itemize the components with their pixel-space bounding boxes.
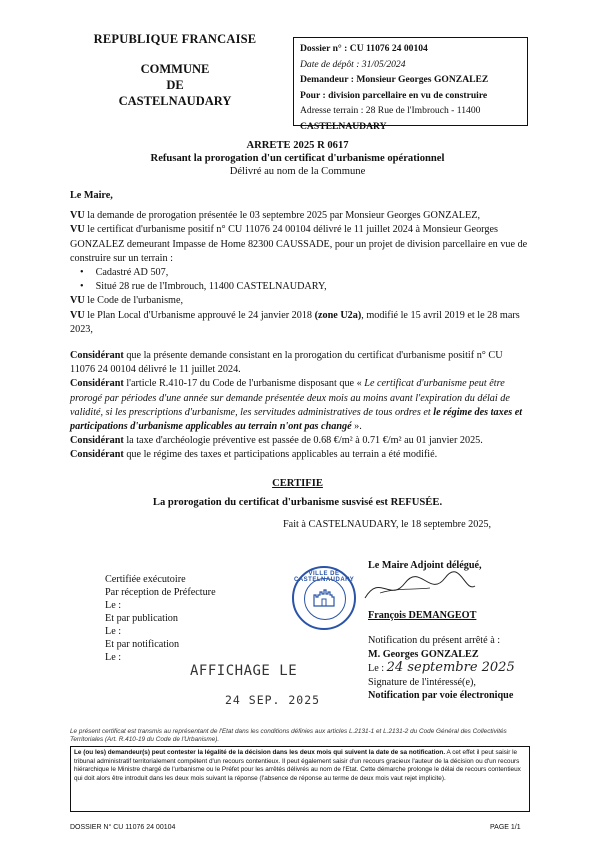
considerant-text: que la présente demande consistant en la prorogation du certificat d'urbanisme positif n° CU 11076 24 00104 délivré le 11 juillet 2024.	[70, 350, 503, 376]
considerant-prefix: Considérant	[70, 378, 124, 390]
document-reference: DOSSIER N° CU 11076 24 00104	[70, 824, 176, 831]
legal-recourse-box	[70, 746, 530, 812]
considerant-prefix: Considérant	[70, 435, 124, 447]
posting-stamp-date: 24 SEP. 2025	[225, 693, 321, 707]
decision-text: La prorogation du certificat d'urbanisme susvisé est REFUSÉE.	[152, 497, 443, 508]
handwritten-date: 24 septembre 2025	[386, 660, 515, 675]
vu-paragraph	[70, 209, 530, 223]
certify-heading: CERTIFIE	[272, 478, 323, 489]
issuer-header	[70, 32, 280, 109]
address-line: Adresse terrain : 28 Rue de l'Imbrouch - 11400	[300, 105, 481, 116]
deposit-date: Date de dépôt : 31/05/2024	[300, 58, 406, 70]
execution-line: Par réception de Préfecture	[105, 587, 216, 598]
seal-text: VILLE DE CASTELNAUDARY	[294, 571, 355, 583]
execution-line: Et par notification	[105, 639, 180, 650]
parcel-list	[70, 266, 530, 294]
recourse-intro: Le (ou les) demandeur(s) peut contester la légalité de la décision dans les deux mois qui suivent la date de sa notification.	[74, 749, 446, 756]
considerant-prefix: Considérant	[70, 350, 124, 362]
considerant-text: l'article R.410-17 du Code de l'urbanisme disposant que «	[123, 378, 365, 390]
execution-line: Certifiée exécutoire	[105, 574, 186, 585]
transmission-note: Le présent certificat est transmis au représentant de l'Etat dans les conditions définies aux articles L.2131-1 et L.2131-2 du Code Général des Collectivités Territoriales (Art. R.410-19 du Code de l'Urbanisme).	[70, 728, 507, 744]
notification-method: Notification par voie électronique	[368, 690, 514, 701]
list-item: • Cadastré AD 507,	[86, 266, 530, 280]
execution-block	[105, 573, 216, 664]
dossier-number: Dossier n° : CU 11076 24 00104	[300, 43, 428, 54]
republic-label: REPUBLIQUE FRANCAISE	[93, 32, 257, 46]
place-date: Fait à CASTELNAUDARY, le 18 septembre 2025,	[283, 519, 492, 530]
considerant-paragraph	[70, 434, 530, 448]
signatory-name: François DEMANGEOT	[368, 610, 477, 621]
vu-text: le certificat d'urbanisme positif n° CU 11076 24 00104 délivré le 11 juillet 2024 à Monsieur Georges GONZALEZ demeurant Impasse de Home 82300 CAUSSADE, pour un projet de division parcellaire en vue de construire sur un terrain :	[70, 224, 528, 264]
commune-label	[70, 61, 280, 109]
vu-prefix: VU	[70, 309, 85, 321]
execution-line: Et par publication	[105, 613, 178, 624]
vu-text: le Code de l'urbanisme,	[84, 295, 184, 307]
castle-icon	[312, 586, 336, 608]
list-item: • Situé 28 rue de l'Imbrouch, 11400 CASTELNAUDARY,	[86, 280, 530, 294]
vu-prefix: VU	[70, 210, 85, 222]
notification-line: Signature de l'intéressé(e),	[368, 676, 476, 688]
purpose: Pour : division parcellaire en vu de construire	[300, 89, 488, 101]
handwritten-signature	[360, 568, 480, 608]
commune-line: COMMUNE	[140, 62, 210, 76]
considerant-paragraph	[70, 448, 530, 462]
notification-date-label: Le :	[368, 663, 385, 674]
signatory-role: Le Maire Adjoint délégué,	[368, 560, 482, 571]
decree-issuer: Délivré au nom de la Commune	[229, 166, 366, 177]
considerant-paragraph	[70, 349, 530, 377]
vu-text: le Plan Local d'Urbanisme approuvé le 24 janvier 2018	[84, 309, 315, 321]
city-seal-icon	[292, 566, 356, 630]
execution-line: Le :	[105, 626, 122, 637]
dossier-info-box	[293, 37, 528, 132]
notification-date-line	[368, 661, 515, 676]
quote-emphasis: le régime des taxes et participations d'urbanisme applicables au terrain n'ont pas changé	[70, 406, 523, 433]
recourse-text: A cet effet il peut saisir le tribunal administratif territorialement compétent d'un recours contentieux. Il peut également saisir d'un recours gracieux l'auteur de la décision ou d'un recours hiérarchique le Ministre chargé de l'urbanisme ou le Préfet pour les arrêtés délivrés au nom de l'Etat. Cette démarche prolonge le délai de recours contentieux qui doit alors être introduit dans les deux mois suivant la réponse (l'absence de réponse au terme de deux mois vaut rejet implicite).	[74, 749, 521, 782]
considerant-text: que le régime des taxes et participations applicables au terrain a été modifié.	[123, 449, 438, 461]
quote-text: Le certificat d'urbanisme peut être prorogé par périodes d'une année sur demande présentée deux mois au moins avant l'expiration du délai de validité, si les prescriptions d'urbanisme, les servitudes administratives de tous ordres et	[70, 378, 510, 418]
commune-line: DE	[166, 78, 184, 92]
considerant-paragraph	[70, 377, 530, 434]
posting-stamp-label: AFFICHAGE LE	[190, 663, 298, 679]
considerant-text: ».	[351, 421, 362, 433]
decree-subtitle: Refusant la prorogation d'un certificat d'urbanisme opérationnel	[150, 153, 445, 164]
notification-recipient: M. Georges GONZALEZ	[368, 648, 479, 660]
address-line: CASTELNAUDARY	[300, 120, 387, 132]
vu-paragraph	[70, 309, 530, 337]
vu-text: , modifié le 15 avril 2019 et le 28 mars 2023,	[70, 309, 520, 335]
considerant-text: la taxe d'archéologie préventive est passée de 0.68 €/m² à 0.71 €/m² au 01 janvier 2025.	[123, 435, 483, 447]
decree-number: ARRETE 2025 R 0617	[246, 140, 349, 151]
vu-prefix: VU	[70, 295, 85, 307]
zone-label: (zone U2a)	[314, 309, 362, 321]
notification-block	[368, 634, 515, 703]
vu-paragraph	[70, 223, 530, 266]
notification-line: Notification du présent arrêté à :	[368, 635, 501, 646]
decree-body	[70, 189, 530, 463]
vu-text: la demande de prorogation présentée le 03 septembre 2025 par Monsieur Georges GONZALEZ,	[84, 210, 481, 222]
execution-line: Le :	[105, 600, 122, 611]
considerant-prefix: Considérant	[70, 449, 124, 461]
vu-prefix: VU	[70, 224, 85, 236]
commune-line: CASTELNAUDARY	[118, 94, 232, 108]
execution-line: Le :	[105, 652, 122, 663]
mayor-salutation: Le Maire,	[70, 190, 113, 201]
applicant: Demandeur : Monsieur Georges GONZALEZ	[300, 74, 489, 85]
vu-paragraph	[70, 294, 530, 308]
page-number: PAGE 1/1	[490, 824, 521, 831]
